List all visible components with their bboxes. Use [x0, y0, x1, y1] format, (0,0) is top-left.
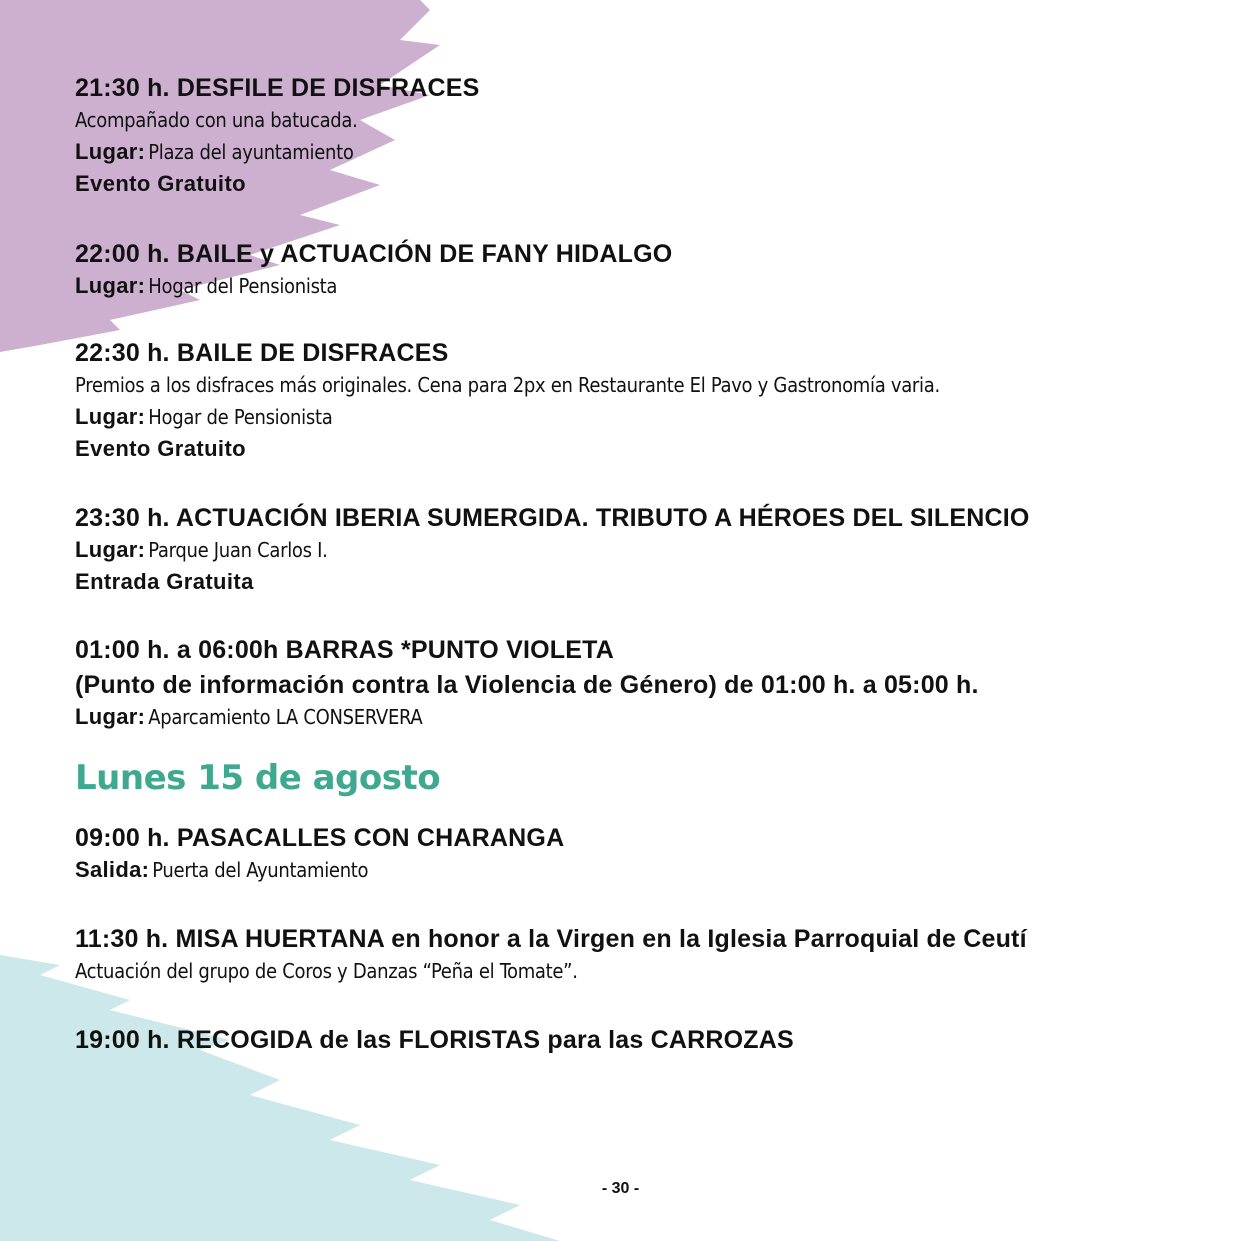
event-title: 22:00 h. BAILE y ACTUACIÓN DE FANY HIDALGO — [75, 240, 673, 268]
event-description: Premios a los disfraces más originales. Cena para 2px en Restaurante El Pavo y Gastronomía varia. — [75, 373, 940, 397]
event-title: 22:30 h. BAILE DE DISFRACES — [75, 339, 449, 367]
event-place — [75, 534, 1030, 566]
event-desfile — [75, 72, 480, 200]
event-place — [75, 701, 979, 733]
place-label: Lugar: — [75, 704, 146, 729]
event-misa-huertana — [75, 923, 1027, 987]
event-title: 19:00 h. RECOGIDA de las FLORISTAS para las CARROZAS — [75, 1026, 794, 1054]
event-place — [75, 270, 672, 302]
event-note: Evento Gratuito — [75, 436, 247, 461]
event-place — [75, 401, 940, 433]
place-value: Parque Juan Carlos I. — [148, 538, 328, 562]
event-note: Evento Gratuito — [75, 171, 247, 196]
event-description: Acompañado con una batucada. — [75, 108, 358, 132]
event-place — [75, 136, 480, 168]
place-value: Plaza del ayuntamiento — [148, 140, 354, 164]
place-label: Salida: — [75, 857, 150, 882]
page-number: - 30 - — [601, 1180, 640, 1197]
event-barras-punto-violeta — [75, 634, 979, 733]
event-iberia-sumergida — [75, 502, 1030, 598]
event-pasacalles — [75, 822, 564, 886]
place-value: Aparcamiento LA CONSERVERA — [148, 705, 423, 729]
event-subtitle: (Punto de información contra la Violencia de Género) de 01:00 h. a 05:00 h. — [75, 671, 979, 699]
place-label: Lugar: — [75, 139, 146, 164]
place-value: Hogar de Pensionista — [148, 405, 333, 429]
event-recogida-floristas — [75, 1024, 794, 1056]
event-place — [75, 854, 564, 886]
event-note: Entrada Gratuita — [75, 569, 254, 594]
event-baile-disfraces — [75, 337, 940, 465]
place-label: Lugar: — [75, 273, 146, 298]
event-title: 11:30 h. MISA HUERTANA en honor a la Virgen en la Iglesia Parroquial de Ceutí — [75, 925, 1027, 953]
aqua-brush-stroke — [0, 955, 560, 1241]
place-value: Puerta del Ayuntamiento — [152, 858, 369, 882]
day-heading: Lunes 15 de agosto — [75, 758, 441, 798]
event-description: Actuación del grupo de Coros y Danzas “Peña el Tomate”. — [75, 959, 578, 983]
place-label: Lugar: — [75, 537, 146, 562]
event-title: 23:30 h. ACTUACIÓN IBERIA SUMERGIDA. TRIBUTO A HÉROES DEL SILENCIO — [75, 504, 1030, 532]
place-label: Lugar: — [75, 404, 146, 429]
event-baile-fany — [75, 238, 672, 302]
event-title: 21:30 h. DESFILE DE DISFRACES — [75, 74, 480, 102]
place-value: Hogar del Pensionista — [148, 274, 338, 298]
event-title: 01:00 h. a 06:00h BARRAS *PUNTO VIOLETA — [75, 636, 614, 664]
event-title: 09:00 h. PASACALLES CON CHARANGA — [75, 824, 565, 852]
